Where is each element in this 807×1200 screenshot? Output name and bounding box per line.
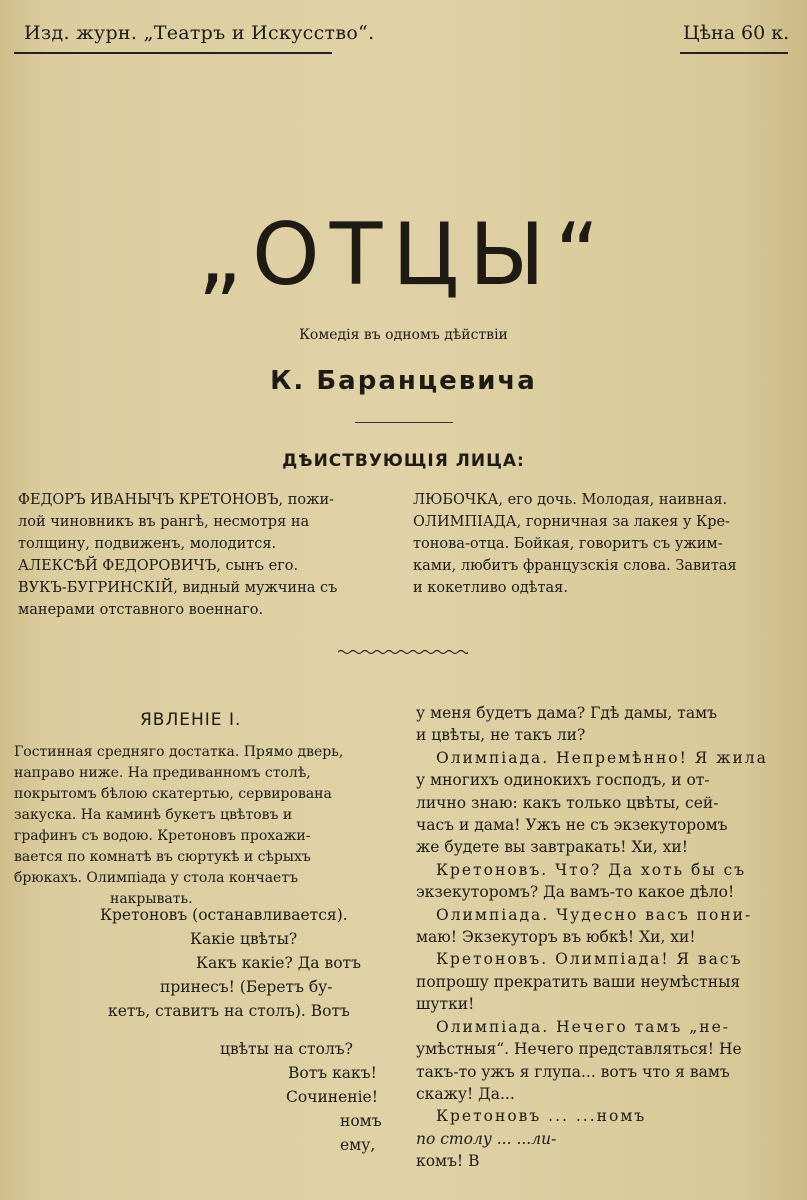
title-divider <box>355 422 453 423</box>
dialogue-line: попрошу прекратить ваши неумѣстныя <box>416 972 741 991</box>
dialogue-line: и цвѣты, не такъ ли? <box>416 726 586 745</box>
dialogue-line: лично знаю: какъ только цвѣты, сей- <box>416 793 719 812</box>
dialogue-line: цвѣты на столъ? <box>220 1040 353 1058</box>
dialogue-line: же будете вы завтракать! Хи, хи! <box>416 838 688 857</box>
dialogue-line: номъ <box>340 1112 382 1130</box>
dialogue-line: Какіе цвѣты? <box>190 930 298 948</box>
cast-line: АЛЕКСѢЙ ФЕДОРОВИЧЪ, сынъ его. <box>18 558 299 574</box>
stage-line: графинъ съ водою. Кретоновъ прохажи- <box>14 828 311 844</box>
dialogue-line: по столу ... ...ли- <box>416 1129 557 1148</box>
cast-left-column <box>18 489 390 621</box>
dialogue-line: Олимпіада. Чудесно васъ пони- <box>436 905 753 924</box>
play-subtitle: Комедія въ одномъ дѣйствіи <box>299 327 508 343</box>
dialogue-line: Кретоновъ. Олимпіада! Я васъ <box>436 950 743 969</box>
dialogue-line: у многихъ одинокихъ господъ, и от- <box>416 771 710 790</box>
cast-line: толщину, подвиженъ, молодится. <box>18 536 277 552</box>
dialogue-line: Кретоновъ ... ...номъ <box>436 1107 647 1126</box>
play-title: „ОТЦЫ“ <box>197 205 610 305</box>
cast-line: ФЕДОРЪ ИВАНЫЧЪ КРЕТОНОВЪ, пожи- <box>18 492 335 508</box>
dialogue-line: ему, <box>340 1136 376 1154</box>
dialogue-line: скажу! Да... <box>416 1084 515 1103</box>
publisher-underline <box>14 52 332 54</box>
dialogue-line: Олимпіада. Непремѣнно! Я жила <box>436 748 768 767</box>
dialogue-line: принесъ! (Беретъ бу- <box>160 978 333 996</box>
stage-line: брюкахъ. Олимпіада у стола кончаетъ <box>14 870 298 886</box>
dialogue-line: Кретоновъ (останавливается). <box>100 906 348 924</box>
cast-line: ВУКЪ-БУГРИНСКІЙ, видный мужчина съ <box>18 580 338 596</box>
dialogue-line: шутки! <box>416 995 475 1014</box>
dialogue-line: Сочиненіе! <box>286 1088 378 1106</box>
stage-line: Гостинная средняго достатка. Прямо дверь, <box>14 744 344 760</box>
cast-line: тонова-отца. Бойкая, говоритъ съ ужим- <box>413 536 723 552</box>
publisher-line: Изд. журн. „Театръ и Искусство“. <box>24 22 375 44</box>
left-dialogue <box>100 903 400 1157</box>
dialogue-line: у меня будетъ дама? Гдѣ дамы, тамъ <box>416 704 718 722</box>
cast-right-column <box>413 489 793 599</box>
stage-line: накрывать. <box>110 891 193 907</box>
cast-line: ками, любитъ французскія слова. Завитая <box>413 558 737 574</box>
dialogue-line: часъ и дама! Ужъ не съ экзекуторомъ <box>416 816 728 835</box>
scene-heading: ЯВЛЕНІЕ I. <box>140 710 242 730</box>
stage-line: вается по комнатѣ въ сюртукѣ и сѣрыхъ <box>14 849 311 865</box>
cast-line: манерами отставного военнаго. <box>18 602 264 618</box>
price-underline <box>680 52 788 54</box>
dialogue-line: экзекуторомъ? Да вамъ-то какое дѣло! <box>416 883 735 902</box>
ornamental-divider <box>338 648 468 656</box>
stage-line: направо ниже. На предиванномъ столѣ, <box>14 765 311 781</box>
cast-line: лой чиновникъ въ рангѣ, несмотря на <box>18 514 310 530</box>
dialogue-line: кетъ, ставитъ на столъ). Вотъ <box>108 1002 350 1020</box>
dialogue-line: Кретоновъ. Что? Да хоть бы съ <box>436 860 747 879</box>
stage-line: закуска. На каминѣ букетъ цвѣтовъ и <box>14 807 293 823</box>
dialogue-line: Вотъ какъ! <box>288 1064 377 1082</box>
cast-heading: ДѢИСТВУЮЩІЯ ЛИЦА: <box>282 451 525 471</box>
author-name: К. Баранцевича <box>270 366 537 396</box>
dialogue-line: такъ-то ужъ я глупа... вотъ что я вамъ <box>416 1062 730 1081</box>
dialogue-line: комъ! В <box>416 1152 480 1171</box>
dialogue-line: Какъ какіе? Да вотъ <box>196 954 361 972</box>
dialogue-line: умѣстныя“. Нечего представляться! Не <box>416 1040 742 1059</box>
right-dialogue <box>416 702 792 1173</box>
stage-line: покрытомъ бѣлою скатертью, сервирована <box>14 786 332 802</box>
price-label: Цѣна 60 к. <box>683 22 790 44</box>
cast-line: ОЛИМПІАДА, горничная за лакея у Кре- <box>413 514 730 530</box>
cast-line: ЛЮБОЧКА, его дочь. Молодая, наивная. <box>413 492 728 508</box>
dialogue-line: маю! Экзекуторъ въ юбкѣ! Хи, хи! <box>416 928 696 947</box>
stage-directions <box>14 742 394 910</box>
dialogue-line: Олимпіада. Нечего тамъ „не- <box>436 1017 731 1036</box>
cast-line: и кокетливо одѣтая. <box>413 580 568 596</box>
